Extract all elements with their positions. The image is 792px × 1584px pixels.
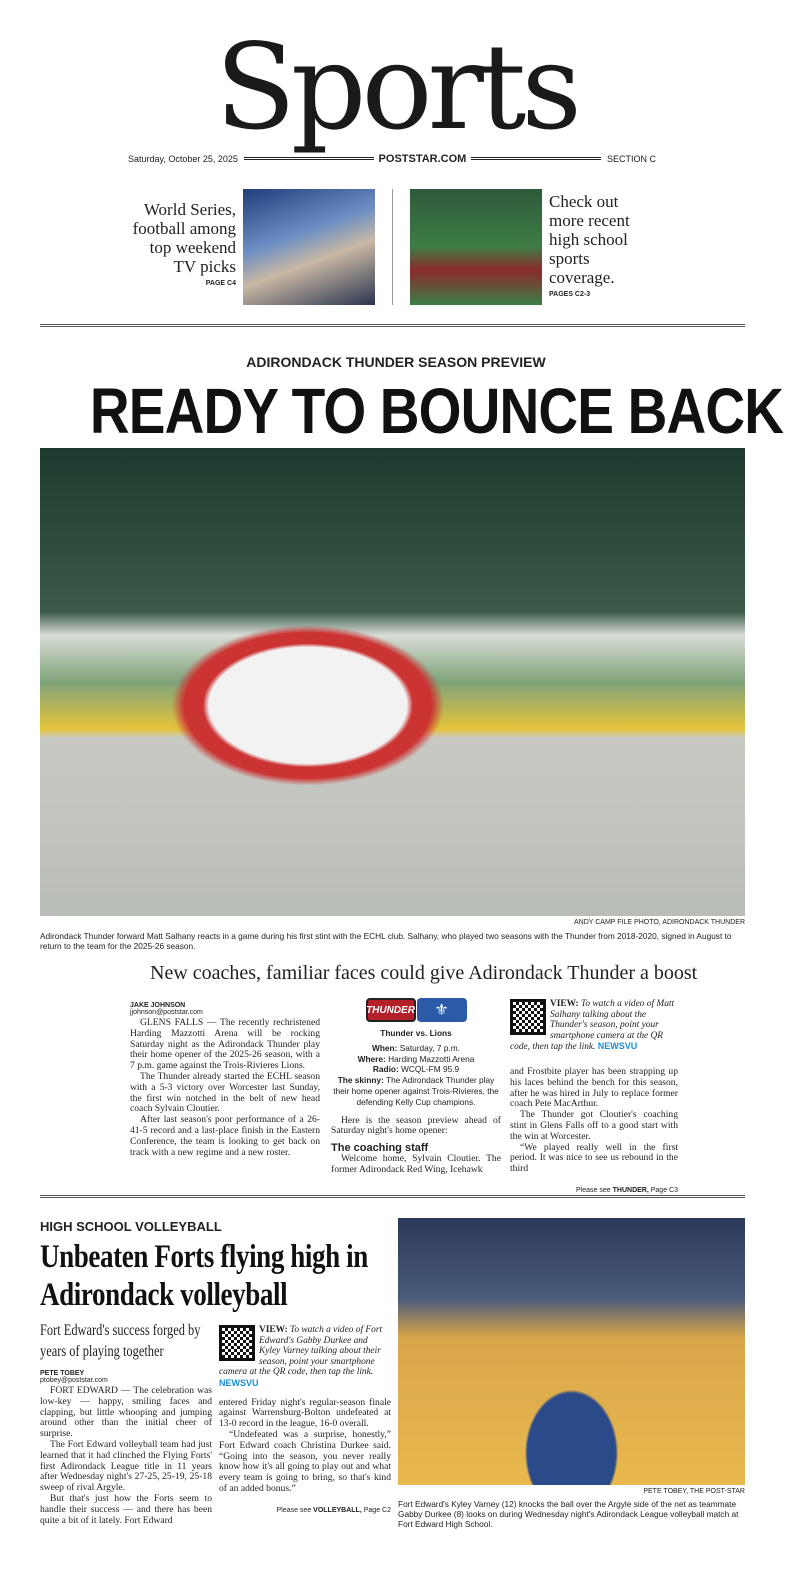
view-text: To watch a video of Matt Salhany talking about the Thunder's season, point your smartphone camera at the QR code, then tap the link. [510,999,675,1053]
newsvu-logo: NEWSVU [219,1377,259,1388]
view-text: To watch a video of Fort Edward's Gabby Durkee and Kyley Varney talking about their season, point your smartphone camera at the QR code, then tap the link. [219,1325,383,1378]
qr-code-icon[interactable] [510,999,546,1035]
teaser-text: World Series, football among top weekend TV picks [132,200,236,276]
video-promo[interactable] [219,1325,391,1390]
section-heading: The coaching staff [331,1142,429,1155]
teaser-page: PAGES C2-3 [549,291,591,298]
jump-line[interactable] [510,1187,678,1194]
info-label: Radio: [372,1064,399,1075]
team-logos [331,998,501,1022]
info-where: Harding Mazzotti Arena [388,1053,475,1064]
info-skinny: The Adirondack Thunder play their home opener against Trois-Rivieres, the defending Kelly Cup champions. [333,1075,499,1107]
lead-column-1 [130,1002,320,1158]
paragraph: entered Friday night's regular-season finale against Warrensburg-Bolton undefeated at 13-0 record in the league, 16-0 overall. [219,1396,391,1430]
lead-column-2 [331,998,501,1176]
volleyball-headline: Unbeaten Forts flying high in Adirondack volleyball [40,1239,368,1313]
paragraph: But that's just how the Forts seem to handle their success — and there has been quite a bit of it lately. Fort Edward [40,1492,212,1526]
lead-kicker: ADIRONDACK THUNDER SEASON PREVIEW [246,354,546,370]
video-promo[interactable] [510,999,678,1053]
info-label: When: [372,1042,398,1053]
divider [40,324,745,329]
paragraph: The Fort Edward volleyball team had just learned that it had clinched the Flying Forts' first Adirondack League title in 11 years after Wednesday night's 27-25, 25-19, 25-18 sweep of rival Argyle. [40,1438,212,1494]
dateline [128,152,656,166]
view-label: VIEW: [259,1325,288,1335]
jump-line[interactable] [219,1507,391,1514]
lead-headline: READY TO BOUNCE BACK [89,375,784,447]
volleyball-column-1 [40,1370,212,1526]
photo-caption: Fort Edward's Kyley Varney (12) knocks the ball over the Argyle side of the net as teammate Gabby Durkee (8) looks on during Wednesday night's Adirondack League volleyball match at Fort Edward High School. [398,1499,739,1529]
photo-credit: PETE TOBEY, THE POST-STAR [643,1488,745,1495]
paragraph: FORT EDWARD — The celebration was low-key — happy, smiling faces and clapping, but little whooping and jumping around other than the initial cheer of surprise. [40,1385,212,1440]
jump-page: Page C3 [650,1186,678,1194]
paragraph: “Undefeated was a surprise, honestly,” Fort Edward coach Christina Durkee said. “Going into the season, you never really know how it's all going to play out and what every team is going to bring, so that's kind of an added bonus.” [219,1428,391,1494]
paragraph: The Thunder already started the ECHL season with a 5-3 victory over Worcester last Sunday, the first win notched in the belt of new head coach Sylvain Cloutier. [130,1070,320,1115]
byline: PETE TOBEY [40,1370,85,1377]
teaser-text: Check out more recent high school sports coverage. [549,192,630,287]
hockey-player-photo [40,448,745,916]
paragraph: Welcome home, Sylvain Cloutier. The former Adirondack Red Wing, Icehawk [331,1153,501,1175]
volleyball-subhead: Fort Edward's success forged by years of playing together [40,1322,201,1360]
newsvu-logo: NEWSVU [597,1041,638,1052]
teaser-tv[interactable] [130,200,236,287]
byline: JAKE JOHNSON [130,1002,186,1009]
paragraph: Here is the season preview ahead of Saturday night's home opener: [331,1114,501,1137]
info-title: Thunder vs. Lions [380,1028,452,1038]
lions-logo-icon: ⚜ [417,998,467,1022]
author-email[interactable]: jjohnson@poststar.com [130,1009,203,1016]
jump-word: VOLLEYBALL, [313,1506,362,1514]
jump-word: THUNDER, [612,1186,649,1194]
issue-date: Saturday, October 25, 2025 [128,154,238,164]
author-email[interactable]: ptobey@poststar.com [40,1377,108,1384]
photo-credit: ANDY CAMP FILE PHOTO, ADIRONDACK THUNDER [573,919,745,926]
volleyball-photo [398,1218,745,1485]
qr-code-icon[interactable] [219,1325,255,1361]
section-label: SECTION C [606,154,656,164]
jump-page: Page C2 [363,1506,391,1514]
divider [392,189,393,305]
divider [40,1195,745,1200]
jump-pre: Please see [276,1506,312,1514]
field-hockey-photo [410,189,542,305]
info-label: Where: [357,1053,386,1064]
paragraph: and Frostbite player has been strapping up his laces behind the bench for this season, after he was hired in July to replace former coach Pete MacArthur. [510,1065,678,1110]
masthead-title: Sports [215,18,577,156]
lead-column-3 [510,999,678,1194]
teaser-hs[interactable] [549,192,649,298]
volleyball-column-2 [219,1325,391,1514]
jump-pre: Please see [576,1186,611,1194]
teaser-page: PAGE C4 [205,280,236,287]
view-label: VIEW: [550,999,579,1009]
lead-subhead: New coaches, familiar faces could give Adirondack Thunder a boost [150,962,698,984]
thunder-logo: THUNDER [366,998,416,1022]
volleyball-kicker: HIGH SCHOOL VOLLEYBALL [40,1219,222,1234]
paragraph: GLENS FALLS — The recently rechristened Harding Mazzotti Arena will be rocking Saturday night as the Adirondack Thunder play their home opener of the 2025-26 season, with a 7 p.m. game against the Trois-Rivieres Lions. [130,1017,320,1072]
site-link[interactable]: POSTSTAR.COM [378,153,467,165]
info-label: The skinny: [337,1075,384,1086]
world-series-photo [243,189,375,305]
paragraph: After last season's poor performance of a 26-41-5 record and a last-place finish in the Eastern Conference, the team is looking to get back on track with a new regime and a new roster. [130,1114,320,1158]
paragraph: The Thunder got Cloutier's coaching stint in Glens Falls off to a good start with the win at Worcester. [510,1109,678,1142]
info-radio: WCQL-FM 95.9 [401,1064,460,1075]
info-when: Saturday, 7 p.m. [399,1042,460,1053]
photo-caption: Adirondack Thunder forward Matt Salhany reacts in a game during his first stint with the ECHL club. Salhany, who played two seasons with the Thunder from 2018-2020, signed in August to return to the team for the 2025-26 season. [40,931,732,951]
paragraph: “We played really well in the first period. It was nice to see us rebound in the third [510,1141,678,1175]
